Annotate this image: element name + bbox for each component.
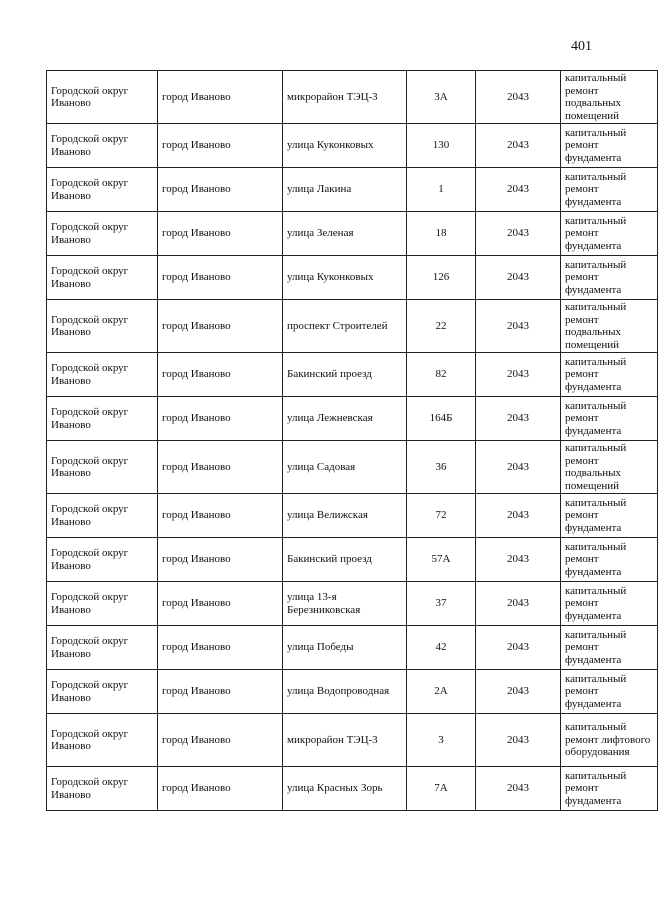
table-row <box>47 256 658 300</box>
okrug-cell: Городской округ Иваново <box>47 71 158 124</box>
okrug-cell: Городской округ Иваново <box>47 670 158 714</box>
work-type-cell: капитальный ремонт фундамента <box>561 494 658 538</box>
year-cell: 2043 <box>476 670 561 714</box>
house-number-cell: 57А <box>407 538 476 582</box>
city-cell: город Иваново <box>158 71 283 124</box>
house-number-cell: 3А <box>407 71 476 124</box>
city-cell: город Иваново <box>158 353 283 397</box>
okrug-cell: Городской округ Иваново <box>47 538 158 582</box>
house-number-cell: 72 <box>407 494 476 538</box>
house-number-cell: 126 <box>407 256 476 300</box>
city-cell: город Иваново <box>158 397 283 441</box>
work-type-cell: капитальный ремонт подвальных помещений <box>561 71 658 124</box>
house-number-cell: 1 <box>407 168 476 212</box>
okrug-cell: Городской округ Иваново <box>47 494 158 538</box>
table-row <box>47 353 658 397</box>
year-cell: 2043 <box>476 441 561 494</box>
year-cell: 2043 <box>476 582 561 626</box>
year-cell: 2043 <box>476 353 561 397</box>
year-cell: 2043 <box>476 300 561 353</box>
work-type-cell: капитальный ремонт фундамента <box>561 212 658 256</box>
page-number: 401 <box>571 39 592 54</box>
table-row <box>47 538 658 582</box>
table-row <box>47 212 658 256</box>
street-cell: микрорайон ТЭЦ-3 <box>283 71 407 124</box>
work-type-cell: капитальный ремонт фундамента <box>561 397 658 441</box>
street-cell: улица Зеленая <box>283 212 407 256</box>
okrug-cell: Городской округ Иваново <box>47 626 158 670</box>
house-number-cell: 2А <box>407 670 476 714</box>
work-type-cell: капитальный ремонт фундамента <box>561 353 658 397</box>
house-number-cell: 37 <box>407 582 476 626</box>
okrug-cell: Городской округ Иваново <box>47 714 158 767</box>
street-cell: улица Велижская <box>283 494 407 538</box>
street-cell: улица Куконковых <box>283 256 407 300</box>
street-cell: улица Лежневская <box>283 397 407 441</box>
street-cell: улица Красных Зорь <box>283 767 407 811</box>
table-row <box>47 494 658 538</box>
city-cell: город Иваново <box>158 714 283 767</box>
city-cell: город Иваново <box>158 538 283 582</box>
street-cell: улица Победы <box>283 626 407 670</box>
table-row <box>47 441 658 494</box>
house-number-cell: 3 <box>407 714 476 767</box>
year-cell: 2043 <box>476 71 561 124</box>
work-type-cell: капитальный ремонт фундамента <box>561 626 658 670</box>
city-cell: город Иваново <box>158 441 283 494</box>
table-row <box>47 767 658 811</box>
okrug-cell: Городской округ Иваново <box>47 767 158 811</box>
work-type-cell: капитальный ремонт подвальных помещений <box>561 300 658 353</box>
work-type-cell: капитальный ремонт фундамента <box>561 582 658 626</box>
okrug-cell: Городской округ Иваново <box>47 353 158 397</box>
year-cell: 2043 <box>476 626 561 670</box>
city-cell: город Иваново <box>158 300 283 353</box>
okrug-cell: Городской округ Иваново <box>47 397 158 441</box>
city-cell: город Иваново <box>158 670 283 714</box>
table-row <box>47 582 658 626</box>
street-cell: улица Водопроводная <box>283 670 407 714</box>
table-body <box>47 71 658 811</box>
year-cell: 2043 <box>476 767 561 811</box>
house-number-cell: 42 <box>407 626 476 670</box>
work-type-cell: капитальный ремонт лифтового оборудования <box>561 714 658 767</box>
year-cell: 2043 <box>476 494 561 538</box>
year-cell: 2043 <box>476 538 561 582</box>
work-type-cell: капитальный ремонт подвальных помещений <box>561 441 658 494</box>
table-row <box>47 670 658 714</box>
okrug-cell: Городской округ Иваново <box>47 300 158 353</box>
repair-schedule-table <box>46 70 658 811</box>
work-type-cell: капитальный ремонт фундамента <box>561 168 658 212</box>
street-cell: улица Садовая <box>283 441 407 494</box>
street-cell: Бакинский проезд <box>283 353 407 397</box>
work-type-cell: капитальный ремонт фундамента <box>561 256 658 300</box>
year-cell: 2043 <box>476 168 561 212</box>
table-row <box>47 300 658 353</box>
year-cell: 2043 <box>476 397 561 441</box>
okrug-cell: Городской округ Иваново <box>47 212 158 256</box>
street-cell: улица 13-я Березниковская <box>283 582 407 626</box>
house-number-cell: 7А <box>407 767 476 811</box>
city-cell: город Иваново <box>158 124 283 168</box>
street-cell: улица Куконковых <box>283 124 407 168</box>
city-cell: город Иваново <box>158 626 283 670</box>
table-row <box>47 168 658 212</box>
house-number-cell: 82 <box>407 353 476 397</box>
table-row <box>47 71 658 124</box>
city-cell: город Иваново <box>158 256 283 300</box>
work-type-cell: капитальный ремонт фундамента <box>561 124 658 168</box>
table-row <box>47 397 658 441</box>
year-cell: 2043 <box>476 256 561 300</box>
work-type-cell: капитальный ремонт фундамента <box>561 670 658 714</box>
table-row <box>47 714 658 767</box>
year-cell: 2043 <box>476 124 561 168</box>
house-number-cell: 164Б <box>407 397 476 441</box>
city-cell: город Иваново <box>158 168 283 212</box>
year-cell: 2043 <box>476 212 561 256</box>
city-cell: город Иваново <box>158 494 283 538</box>
work-type-cell: капитальный ремонт фундамента <box>561 538 658 582</box>
street-cell: Бакинский проезд <box>283 538 407 582</box>
city-cell: город Иваново <box>158 212 283 256</box>
okrug-cell: Городской округ Иваново <box>47 256 158 300</box>
house-number-cell: 130 <box>407 124 476 168</box>
house-number-cell: 36 <box>407 441 476 494</box>
okrug-cell: Городской округ Иваново <box>47 124 158 168</box>
house-number-cell: 18 <box>407 212 476 256</box>
street-cell: микрорайон ТЭЦ-3 <box>283 714 407 767</box>
okrug-cell: Городской округ Иваново <box>47 582 158 626</box>
street-cell: проспект Строителей <box>283 300 407 353</box>
table-row <box>47 124 658 168</box>
table-row <box>47 626 658 670</box>
city-cell: город Иваново <box>158 582 283 626</box>
okrug-cell: Городской округ Иваново <box>47 441 158 494</box>
city-cell: город Иваново <box>158 767 283 811</box>
house-number-cell: 22 <box>407 300 476 353</box>
street-cell: улица Лакина <box>283 168 407 212</box>
work-type-cell: капитальный ремонт фундамента <box>561 767 658 811</box>
okrug-cell: Городской округ Иваново <box>47 168 158 212</box>
year-cell: 2043 <box>476 714 561 767</box>
